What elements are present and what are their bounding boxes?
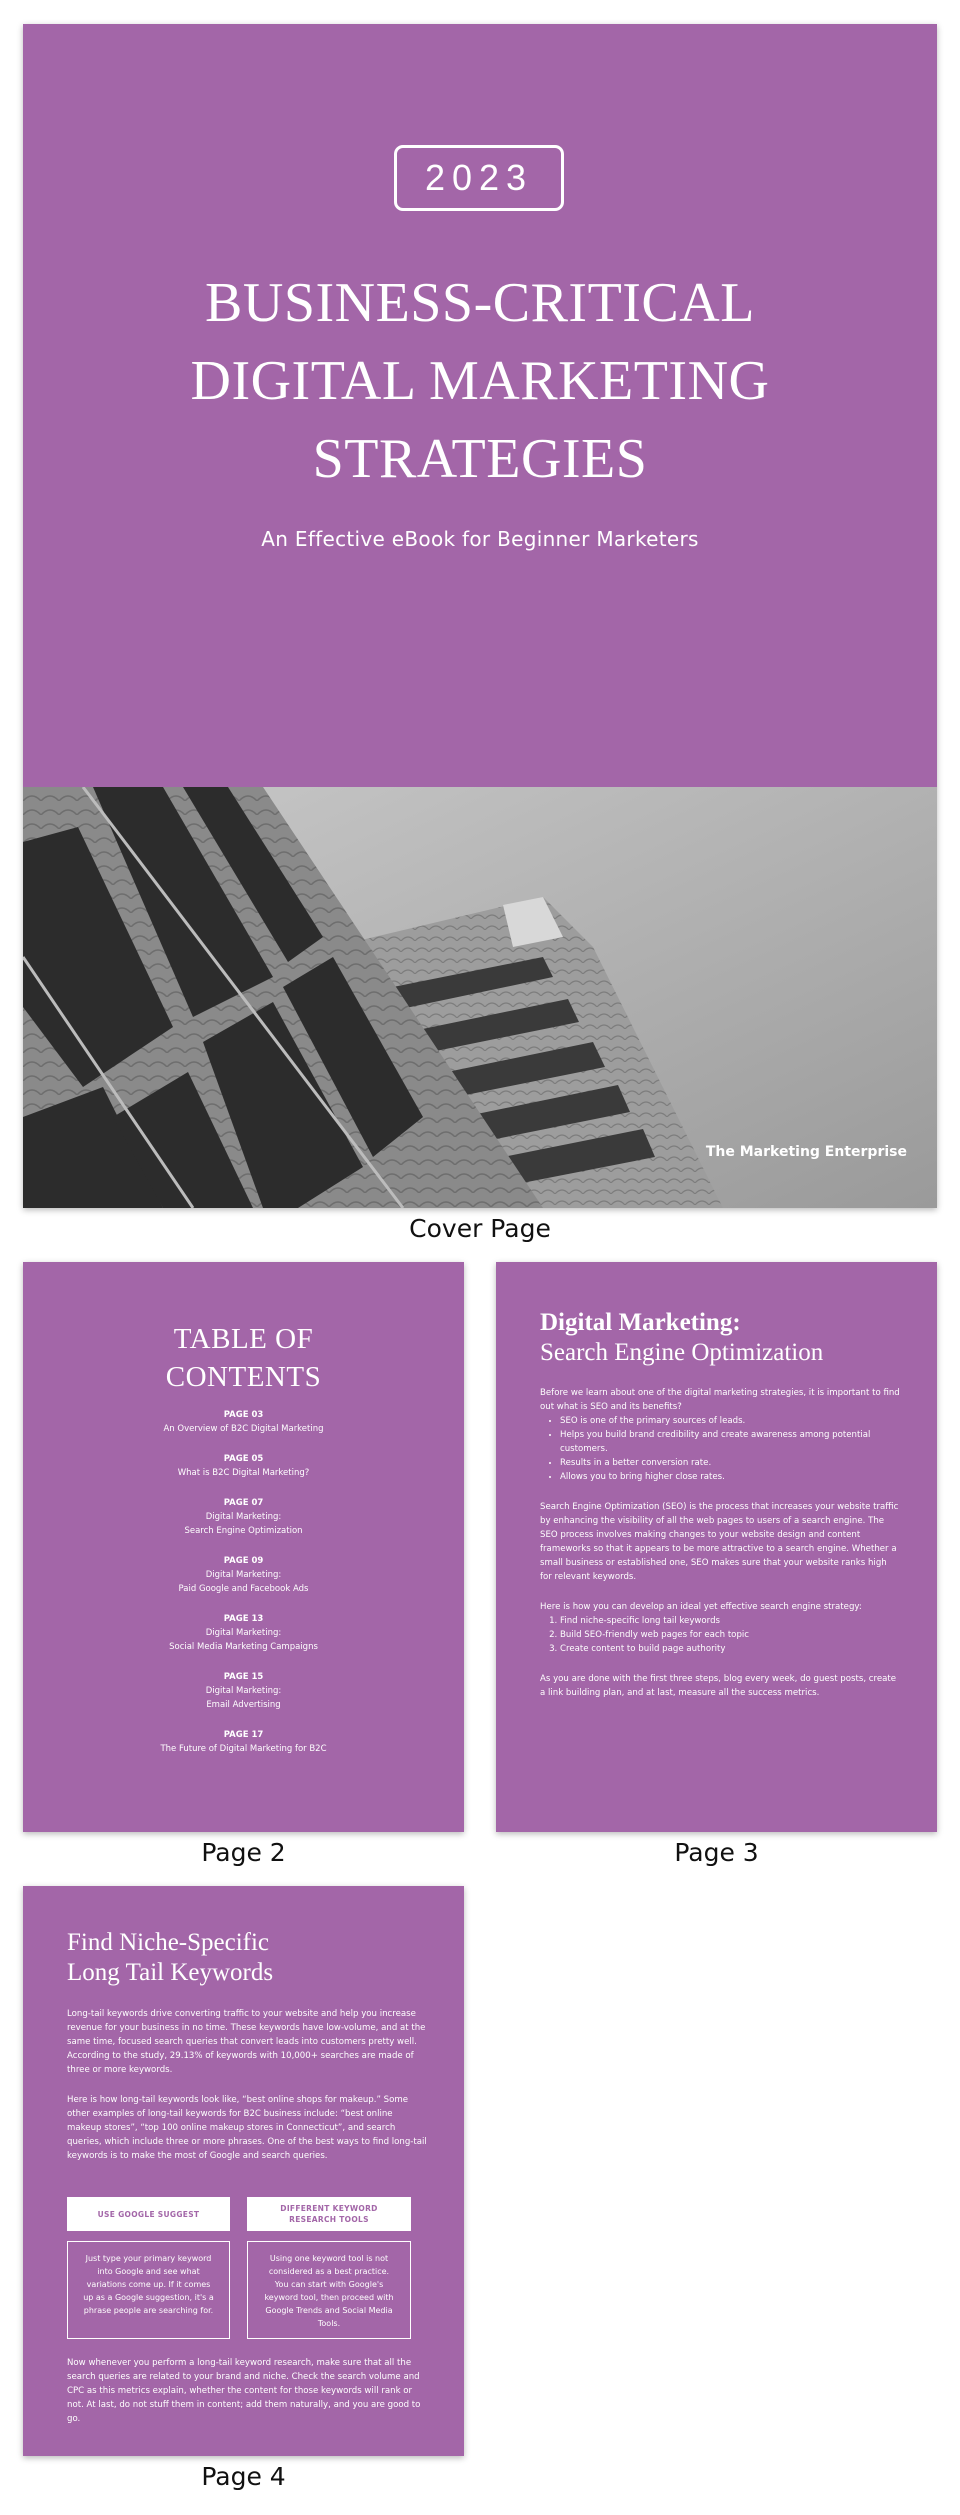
cover-title-line: STRATEGIES [312, 428, 648, 490]
page3-intro: Before we learn about one of the digital marketing strategies, it is important to find out what is SEO and its benefits? [540, 1388, 900, 1412]
toc-page-number: PAGE 17 [223, 1730, 264, 1740]
keywords-page [23, 1886, 464, 2456]
toc-entry: An Overview of B2C Digital Marketing [163, 1424, 324, 1434]
toc-entry: Social Media Marketing Campaigns [169, 1642, 318, 1652]
toc-entry: Digital Marketing: [205, 1512, 282, 1522]
toc-item[interactable] [23, 1409, 464, 1436]
page3-paragraph: As you are done with the first three steps, blog every week, do guest posts, create a link building plan, and at last, measure all the success metrics. [540, 1674, 897, 1698]
cover-title-line: DIGITAL MARKETING [190, 350, 770, 412]
toc-item[interactable] [23, 1729, 464, 1756]
list-item: 2. Build SEO-friendly web pages for each topic [560, 1628, 900, 1642]
seo-page [496, 1262, 937, 1832]
toc-list [23, 1409, 464, 1773]
toc-item[interactable] [23, 1555, 464, 1596]
cover-subtitle: An Effective eBook for Beginner Marketers [261, 527, 699, 551]
page4-body [67, 2007, 427, 2179]
page4-title [67, 1928, 273, 1988]
year-badge: 2023 [394, 145, 564, 211]
toc-page-number: PAGE 09 [223, 1556, 264, 1566]
toc-entry: Paid Google and Facebook Ads [178, 1584, 309, 1594]
cover-title-line: BUSINESS-CRITICAL [205, 272, 755, 334]
page4-closing [67, 2356, 427, 2442]
list-item: 3. Create content to build page authority [560, 1642, 900, 1656]
page3-paragraph: Search Engine Optimization (SEO) is the process that increases your website traffic by enhancing the visibility of all the web pages to users of a search engine. The SEO process involves making changes to your website design and content frameworks so that it appears to be more attractive to a search engine. Whether a small business or established one, SEO makes sure that your website ranks high for relevant keywords. [540, 1502, 899, 1582]
toc-item[interactable] [23, 1497, 464, 1538]
toc-page-number: PAGE 07 [223, 1498, 264, 1508]
page4-paragraph: Here is how long-tail keywords look like, “best online shops for makeup.” Some other examples of long-tail keywords for B2C business include: “best online makeup stores”, “top 100 online makeup stores in Connecticut”, and search queries, which include three or more phrases. One of the best ways to find long-tail keywords is to make the most of Google and search queries. [67, 2095, 427, 2161]
toc-item[interactable] [23, 1453, 464, 1480]
toc-item[interactable] [23, 1613, 464, 1654]
toc-entry: The Future of Digital Marketing for B2C [160, 1744, 327, 1754]
page3-title [540, 1308, 823, 1368]
toc-title-line: TABLE OF [173, 1323, 314, 1355]
toc-item[interactable] [23, 1671, 464, 1712]
google-suggest-box: Just type your primary keyword into Google and see what variations come up. If it comes up as a Google suggestion, it's a phrase people are searching for. [67, 2241, 230, 2339]
steps-list [540, 1614, 900, 1656]
toc-title [23, 1320, 464, 1396]
page2-caption: Page 2 [201, 1838, 286, 1867]
toc-entry: Digital Marketing: [205, 1686, 282, 1696]
toc-entry: Search Engine Optimization [184, 1526, 303, 1536]
benefit-list [540, 1414, 900, 1484]
toc-entry: What is B2C Digital Marketing? [177, 1468, 310, 1478]
brand-name: The Marketing Enterprise [705, 1144, 907, 1160]
page3-title-bold: Digital Marketing: [540, 1309, 741, 1336]
list-item: • Allows you to bring higher close rates. [560, 1470, 900, 1484]
page3-title-rest: Search Engine Optimization [540, 1339, 824, 1366]
page3-paragraph: Here is how you can develop an ideal yet effective search engine strategy: [540, 1602, 862, 1612]
toc-page-number: PAGE 15 [223, 1672, 264, 1682]
page3-body [540, 1386, 900, 1716]
page4-title-line: Long Tail Keywords [67, 1959, 274, 1986]
keyword-tools-box: Using one keyword tool is not considered as a best practice. You can start with Google's keyword tool, then proceed with Google Trends and Social Media Tools. [247, 2241, 411, 2339]
toc-entry: Digital Marketing: [205, 1570, 282, 1580]
cover-caption: Cover Page [409, 1214, 551, 1243]
list-item: • Helps you build brand credibility and create awareness among potential customers. [560, 1428, 900, 1456]
cover-title [63, 264, 897, 498]
page4-paragraph: Long-tail keywords drive converting traffic to your website and help you increase revenue for your business in no time. These keywords have low-volume, and at the same time, focused search queries that convert leads into customers pretty well. According to the study, 29.13% of keywords with 10,000+ searches are made of three or more keywords. [67, 2009, 426, 2075]
toc-entry: Digital Marketing: [205, 1628, 282, 1638]
page3-caption: Page 3 [674, 1838, 759, 1867]
page4-paragraph: Now whenever you perform a long-tail keyword research, make sure that all the search queries are related to your brand and niche. Check the search volume and CPC as this metrics explain, whether the content for those keywords will rank or not. At last, do not stuff them in content; add them naturally, and you are good to go. [67, 2358, 421, 2424]
list-item: 1. Find niche-specific long tail keywords [560, 1614, 900, 1628]
toc-title-line: CONTENTS [165, 1361, 322, 1393]
page4-title-line: Find Niche-Specific [67, 1929, 270, 1956]
google-suggest-button[interactable]: USE GOOGLE SUGGEST [67, 2197, 230, 2231]
toc-page-number: PAGE 05 [223, 1454, 264, 1464]
list-item: • Results in a better conversion rate. [560, 1456, 900, 1470]
list-item: • SEO is one of the primary sources of leads. [560, 1414, 900, 1428]
toc-page-number: PAGE 13 [223, 1614, 264, 1624]
cover-page [23, 24, 937, 1208]
toc-page [23, 1262, 464, 1832]
toc-page-number: PAGE 03 [223, 1410, 264, 1420]
page4-caption: Page 4 [201, 2462, 286, 2491]
keyword-tools-button[interactable]: DIFFERENT KEYWORD RESEARCH TOOLS [247, 2197, 411, 2231]
toc-entry: Email Advertising [206, 1700, 281, 1710]
